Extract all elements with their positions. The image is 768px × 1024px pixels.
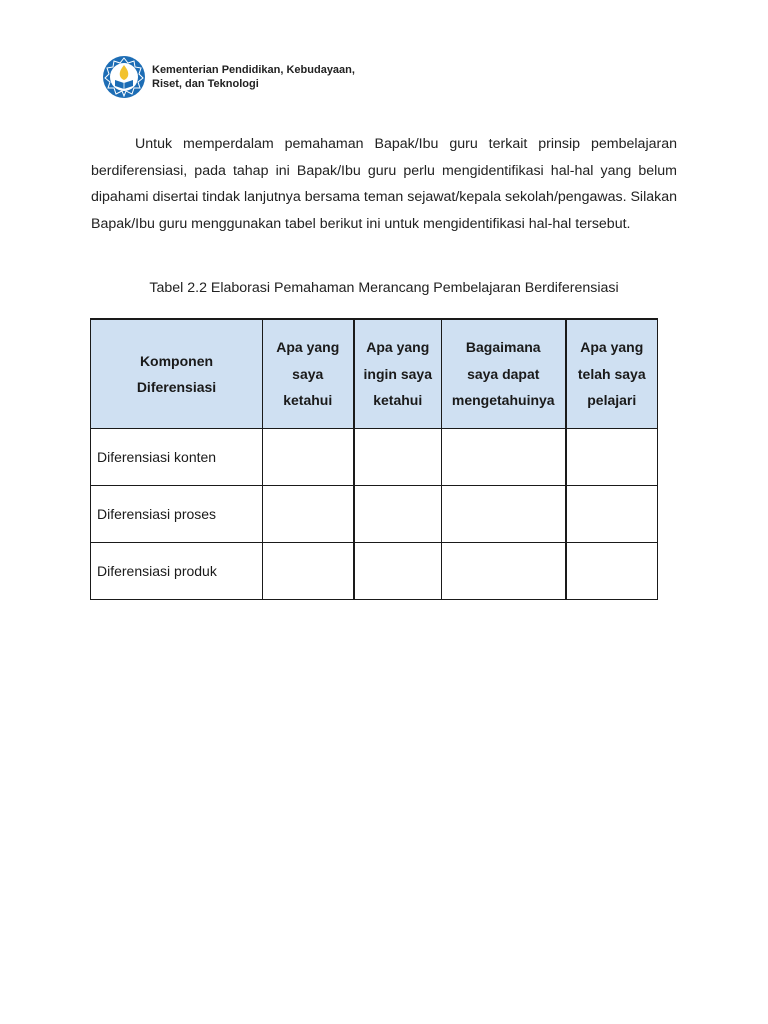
table-cell	[263, 429, 354, 486]
header-line: ketahui	[283, 392, 333, 409]
header-line: telah saya	[577, 365, 646, 382]
header-line: pelajari	[587, 392, 637, 409]
table-cell	[354, 486, 442, 543]
header-komponen-diferensiasi	[91, 319, 263, 429]
table-row	[91, 486, 658, 543]
table-cell	[263, 543, 354, 600]
header-line: ingin saya	[363, 365, 432, 382]
table-caption: Tabel 2.2 Elaborasi Pemahaman Merancang Pembelajaran Berdiferensiasi	[149, 280, 619, 296]
table-cell	[566, 486, 658, 543]
ministry-name	[152, 63, 355, 91]
intro-paragraph: Untuk memperdalam pemahaman Bapak/Ibu guru terkait prinsip pembelajaran berdiferensiasi, pada tahap ini Bapak/Ibu guru perlu mengidentifikasi hal-hal yang belum dipahami disertai tindak lanjutnya bersama teman sejawat/kepala sekolah/pengawas. Silakan Bapak/Ibu guru menggunakan tabel berikut ini untuk mengidentifikasi hal-hal tersebut.	[91, 136, 677, 232]
header-apa-yang-ingin-saya-ketahui	[354, 319, 442, 429]
header-line: saya dapat	[467, 365, 540, 382]
header-line: Apa yang	[276, 339, 340, 356]
table-cell	[263, 486, 354, 543]
table-cell	[442, 543, 566, 600]
header-line: Bagaimana	[465, 339, 541, 356]
header-bagaimana-saya-dapat-mengetahuinya	[442, 319, 566, 429]
table-row	[91, 429, 658, 486]
header-line: saya	[292, 365, 324, 382]
table-header-row	[91, 319, 658, 429]
table-cell	[354, 429, 442, 486]
header-line: Apa yang	[366, 339, 430, 356]
header-apa-yang-saya-ketahui	[263, 319, 354, 429]
header-line: mengetahuinya	[451, 392, 555, 409]
header-apa-yang-telah-saya-pelajari	[566, 319, 658, 429]
table-cell	[354, 543, 442, 600]
header-line: Apa yang	[580, 339, 644, 356]
row-label: Diferensiasi konten	[91, 429, 263, 486]
header-line: Diferensiasi	[136, 379, 217, 395]
table-cell	[442, 429, 566, 486]
row-label: Diferensiasi proses	[91, 486, 263, 543]
ministry-name-line1: Kementerian Pendidikan, Kebudayaan,	[152, 64, 355, 76]
table-cell	[566, 543, 658, 600]
table-row	[91, 543, 658, 600]
header-line: Komponen	[139, 352, 214, 369]
ministry-name-line2: Riset, dan Teknologi	[152, 78, 259, 90]
tut-wuri-handayani-logo-icon	[102, 55, 146, 99]
elaboration-table	[90, 318, 658, 600]
table-cell	[442, 486, 566, 543]
row-label: Diferensiasi produk	[91, 543, 263, 600]
table-cell	[566, 429, 658, 486]
header-line: ketahui	[373, 392, 423, 409]
document-header	[102, 52, 382, 102]
